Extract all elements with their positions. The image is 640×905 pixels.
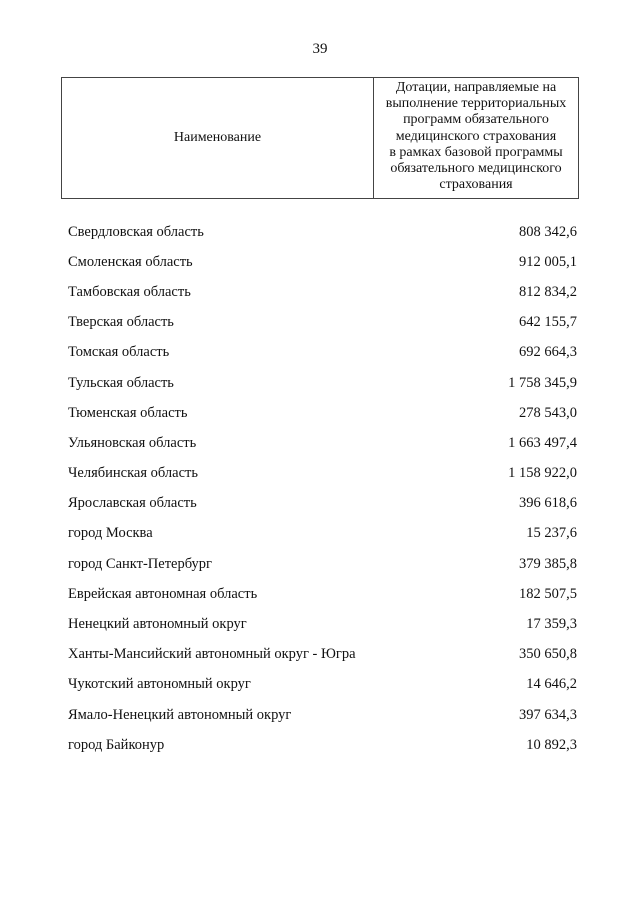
region-name: Ярославская область [68, 495, 197, 512]
header-name-column: Наименование [173, 130, 262, 145]
table-row [68, 549, 577, 579]
region-name: город Байконур [68, 736, 165, 753]
subsidy-value: 15 237,6 [526, 525, 577, 542]
header-subsidy-line: обязательного медицинского [390, 161, 562, 177]
region-name: Ульяновская область [68, 434, 197, 451]
region-name: Томская область [68, 344, 170, 361]
table-row [68, 609, 577, 639]
table-row [68, 277, 577, 307]
table-row [68, 398, 577, 428]
table-row [68, 640, 577, 670]
subsidy-value: 1 663 497,4 [508, 434, 577, 451]
subsidy-value: 1 758 345,9 [508, 374, 577, 391]
subsidy-value: 379 385,8 [519, 555, 577, 572]
table-header [61, 77, 579, 199]
region-name: Смоленская область [68, 253, 193, 270]
header-subsidy-line: Дотации, направляемые на [395, 80, 557, 95]
table-row [68, 217, 577, 247]
header-subsidy-column [374, 80, 578, 193]
table-row [68, 247, 577, 277]
table-row [68, 670, 577, 700]
subsidy-value: 912 005,1 [519, 253, 577, 270]
region-name: Тамбовская область [68, 283, 191, 300]
region-name: Ямало-Ненецкий автономный округ [68, 706, 292, 723]
region-name: Ненецкий автономный округ [68, 616, 247, 633]
region-name: Тверская область [68, 314, 174, 331]
header-subsidy-line: страхования [439, 177, 513, 193]
subsidy-value: 396 618,6 [519, 495, 577, 512]
region-name: Еврейская автономная область [68, 585, 258, 602]
table-row [68, 308, 577, 338]
header-subsidy-line: медицинского страхования [395, 128, 557, 144]
table-row [68, 730, 577, 760]
table-row [68, 428, 577, 458]
subsidy-value: 350 650,8 [519, 646, 577, 663]
subsidy-value: 642 155,7 [519, 314, 577, 331]
header-subsidy-line: выполнение территориальных [385, 96, 567, 112]
table-body [68, 217, 577, 760]
table-row [68, 459, 577, 489]
header-subsidy-line: в рамках базовой программы [389, 144, 563, 160]
table-row [68, 489, 577, 519]
subsidy-value: 10 892,3 [526, 736, 577, 753]
table-row [68, 700, 577, 730]
region-name: Тюменская область [68, 404, 188, 421]
subsidy-value: 17 359,3 [526, 616, 577, 633]
subsidy-value: 692 664,3 [519, 344, 577, 361]
region-name: Ханты-Мансийский автономный округ - Югра [68, 646, 356, 663]
region-name: Челябинская область [68, 465, 198, 482]
region-name: город Москва [68, 525, 153, 542]
subsidy-value: 1 158 922,0 [508, 465, 577, 482]
header-subsidy-line: программ обязательного [403, 112, 549, 128]
table-row [68, 519, 577, 549]
subsidy-value: 812 834,2 [519, 283, 577, 300]
region-name: Чукотский автономный округ [68, 676, 251, 693]
subsidy-value: 14 646,2 [526, 676, 577, 693]
table-row [68, 579, 577, 609]
region-name: Тульская область [68, 374, 174, 391]
region-name: Свердловская область [68, 223, 204, 240]
region-name: город Санкт-Петербург [68, 555, 213, 572]
table-row [68, 338, 577, 368]
page-number: 39 [312, 41, 328, 57]
table-row [68, 368, 577, 398]
subsidy-value: 397 634,3 [519, 706, 577, 723]
subsidy-value: 182 507,5 [519, 585, 577, 602]
subsidy-value: 808 342,6 [519, 223, 577, 240]
subsidy-value: 278 543,0 [519, 404, 577, 421]
